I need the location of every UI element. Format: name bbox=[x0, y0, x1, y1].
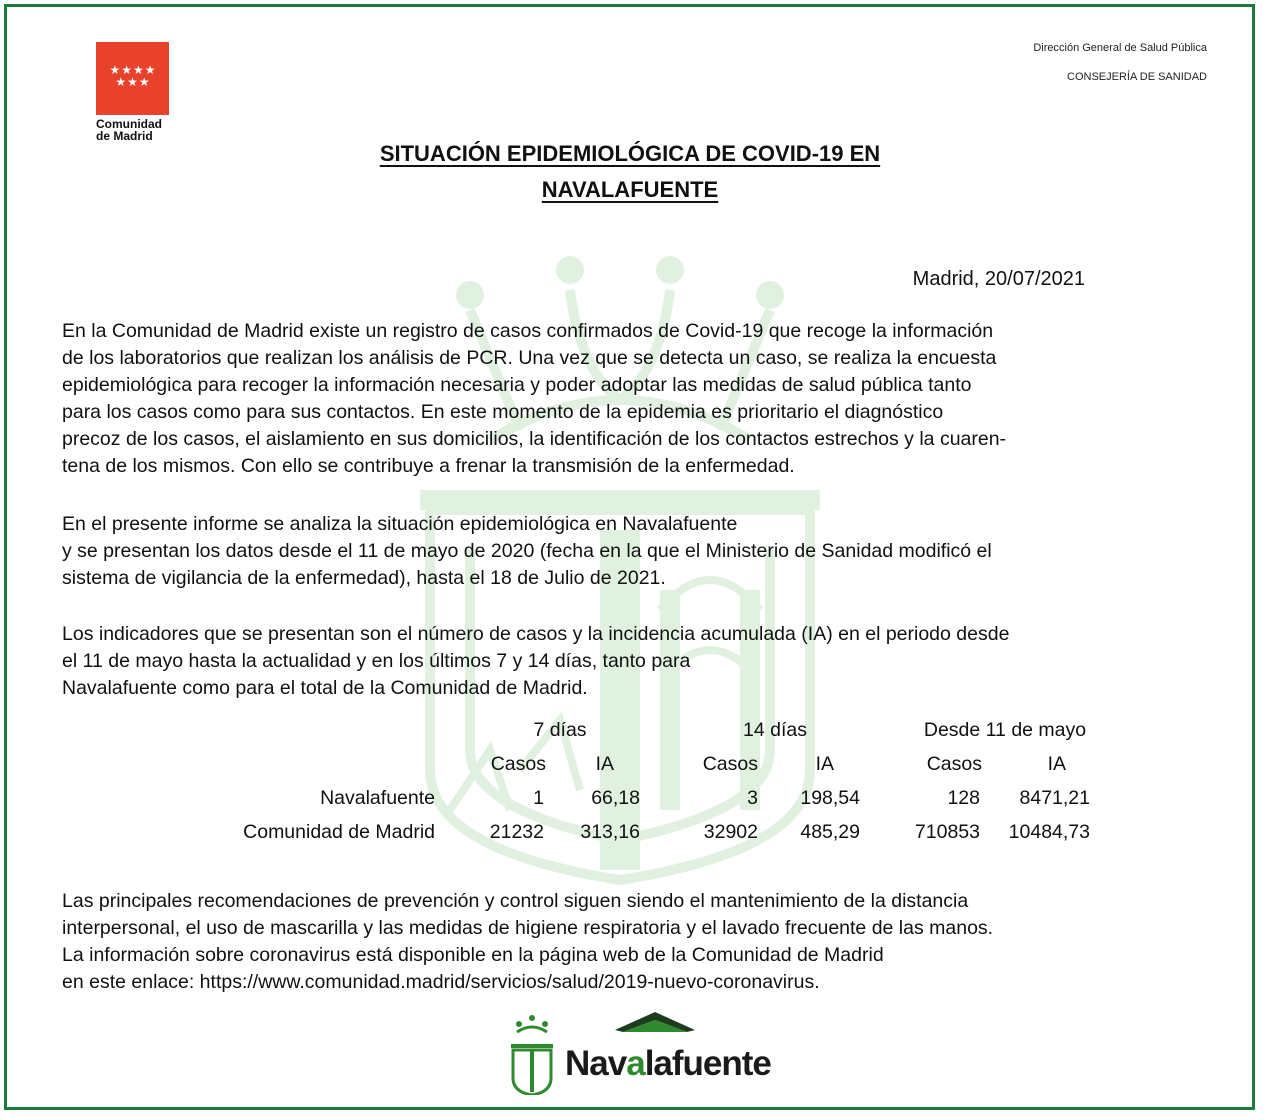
wordmark-part3: lafuente bbox=[644, 1044, 771, 1083]
header-right bbox=[1033, 42, 1207, 100]
table-cell: 128 bbox=[947, 787, 980, 809]
table-cell: 313,16 bbox=[580, 821, 640, 843]
subheader-ia: IA bbox=[815, 753, 834, 775]
table-cell: 198,54 bbox=[800, 787, 860, 809]
table-cell: 32902 bbox=[703, 821, 758, 843]
madrid-flag bbox=[96, 42, 169, 115]
table-cell: 485,29 bbox=[800, 821, 860, 843]
paragraph-line: sistema de vigilancia de la enfermedad), hasta el 18 de Julio de 2021. bbox=[62, 567, 666, 589]
paragraph-recommendations bbox=[62, 888, 1212, 996]
paragraph-line: En el presente informe se analiza la situación epidemiológica en Navalafuente bbox=[62, 513, 738, 535]
paragraph-line: en este enlace: https://www.comunidad.madrid/servicios/salud/2019-nuevo-coronavirus. bbox=[62, 971, 820, 993]
table-cell: 66,18 bbox=[591, 787, 640, 809]
paragraph-line: Navalafuente como para el total de la Comunidad de Madrid. bbox=[62, 677, 588, 699]
paragraph-line: Las principales recomendaciones de prevención y control siguen siendo el mantenimiento de la distancia bbox=[62, 890, 969, 912]
paragraph-line: Los indicadores que se presentan son el número de casos y la incidencia acumulada (IA) en el periodo desde bbox=[62, 623, 1010, 645]
title-line2: NAVALAFUENTE bbox=[541, 177, 719, 202]
table-cell: 710853 bbox=[914, 821, 980, 843]
subheader-ia: IA bbox=[595, 753, 614, 775]
stars-icon: ★★★★ ★★★ bbox=[109, 63, 157, 89]
brand-line1: Comunidad bbox=[96, 117, 162, 131]
document-date: Madrid, 20/07/2021 bbox=[912, 268, 1085, 290]
navalafuente-logo bbox=[505, 1010, 771, 1095]
header-right-line2: CONSEJERÍA DE SANIDAD bbox=[1067, 71, 1207, 83]
subheader-casos: Casos bbox=[702, 753, 758, 775]
subheader-casos: Casos bbox=[926, 753, 982, 775]
table-cell: 3 bbox=[747, 787, 758, 809]
group-header-14-days: 14 días bbox=[743, 719, 807, 741]
paragraph-line: epidemiológica para recoger la información necesaria y poder adoptar las medidas de salud pública tanto bbox=[62, 374, 972, 396]
paragraph-indicators bbox=[62, 621, 1212, 702]
paragraph-line: precoz de los casos, el aislamiento en sus domicilios, la identificación de los contactos estrechos y la cuaren- bbox=[62, 428, 1007, 450]
group-header-since-may: Desde 11 de mayo bbox=[923, 719, 1087, 741]
paragraph-report bbox=[62, 511, 1212, 592]
paragraph-line: para los casos como para sus contactos. En este momento de la epidemia es prioritario el diagnóstico bbox=[62, 401, 944, 423]
paragraph-line: tena de los mismos. Con ello se contribuye a frenar la transmisión de la enfermedad. bbox=[62, 455, 795, 477]
comunidad-madrid-logo bbox=[96, 42, 170, 142]
navalafuente-wordmark bbox=[565, 1044, 771, 1084]
table-cell: 8471,21 bbox=[1019, 787, 1090, 809]
subheader-casos: Casos bbox=[490, 753, 546, 775]
paragraph-line: interpersonal, el uso de mascarilla y las medidas de higiene respiratoria y el lavado frecuente de las manos. bbox=[62, 917, 994, 939]
brand-line2: de Madrid bbox=[96, 129, 153, 143]
paragraph-intro bbox=[62, 318, 1212, 480]
paragraph-line: el 11 de mayo hasta la actualidad y en los últimos 7 y 14 días, tanto para bbox=[62, 650, 691, 672]
document-title bbox=[250, 136, 1010, 208]
table-cell: 10484,73 bbox=[1008, 821, 1090, 843]
paragraph-line: de los laboratorios que realizan los análisis de PCR. Una vez que se detecta un caso, se realiza la encuesta bbox=[62, 347, 997, 369]
table-cell: 21232 bbox=[489, 821, 544, 843]
row-label-comunidad: Comunidad de Madrid bbox=[243, 821, 435, 843]
paragraph-line: La información sobre coronavirus está disponible en la página web de la Comunidad de Madrid bbox=[62, 944, 884, 966]
table-cell: 1 bbox=[533, 787, 544, 809]
subheader-ia: IA bbox=[1047, 753, 1066, 775]
title-line1: SITUACIÓN EPIDEMIOLÓGICA DE COVID-19 EN bbox=[379, 141, 881, 166]
paragraph-line: En la Comunidad de Madrid existe un registro de casos confirmados de Covid-19 que recoge la información bbox=[62, 320, 994, 342]
paragraph-line: y se presentan los datos desde el 11 de mayo de 2020 (fecha en la que el Ministerio de Sanidad modificó el bbox=[62, 540, 992, 562]
wordmark-part2: a bbox=[626, 1044, 645, 1083]
wordmark-part1: Nav bbox=[565, 1044, 627, 1083]
row-label-navalafuente: Navalafuente bbox=[320, 787, 435, 809]
header-right-line1: Dirección General de Salud Pública bbox=[1033, 42, 1207, 54]
group-header-7-days: 7 días bbox=[533, 719, 587, 741]
